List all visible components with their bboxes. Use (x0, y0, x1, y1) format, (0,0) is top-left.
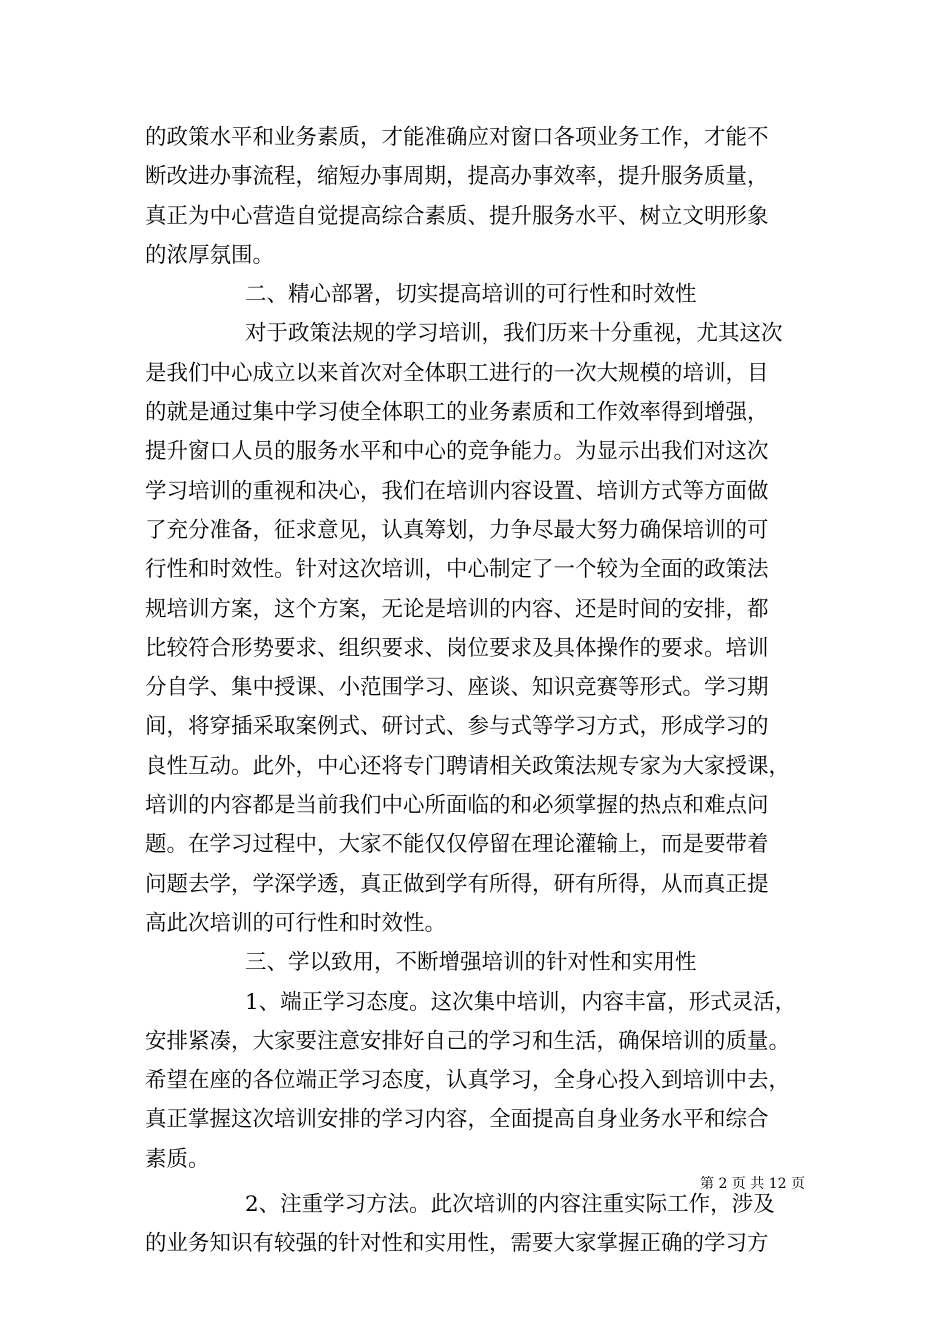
text-line: 培训的内容都是当前我们中心所面临的和必须掌握的热点和难点问 (145, 793, 769, 819)
text-line: 提升窗口人员的服务水平和中心的竞争能力。为显示出我们对这次 (145, 439, 769, 465)
text-line: 安排紧凑，大家要注意安排好自己的学习和生活，确保培训的质量。 (145, 1028, 791, 1054)
text-line: 三、学以致用，不断增强培训的针对性和实用性 (245, 950, 697, 976)
text-line: 真正为中心营造自觉提高综合素质、提升服务水平、树立文明形象 (145, 203, 769, 229)
text-line: 是我们中心成立以来首次对全体职工进行的一次大规模的培训，目 (145, 360, 769, 386)
text-line: 规培训方案，这个方案，无论是培训的内容、还是时间的安排，都 (145, 596, 769, 622)
text-line: 的就是通过集中学习使全体职工的业务素质和工作效率得到增强， (145, 400, 769, 426)
text-line: 素质。 (145, 1146, 210, 1172)
text-line: 了充分准备，征求意见，认真筹划，力争尽最大努力确保培训的可 (145, 517, 769, 543)
text-line: 断改进办事流程，缩短办事周期，提高办事效率，提升服务质量， (145, 164, 769, 190)
text-line: 的政策水平和业务素质，才能准确应对窗口各项业务工作，才能不 (145, 125, 769, 150)
page-number-footer: 第 2 页 共 12 页 (700, 1176, 805, 1192)
text-line: 间，将穿插采取案例式、研讨式、参与式等学习方式，形成学习的 (145, 714, 769, 740)
text-line: 真正掌握这次培训安排的学习内容，全面提高自身业务水平和综合 (145, 1107, 769, 1133)
text-line: 良性互动。此外，中心还将专门聘请相关政策法规专家为大家授课， (145, 753, 791, 779)
text-line: 的浓厚氛围。 (145, 242, 275, 268)
text-line: 对于政策法规的学习培训，我们历来十分重视，尤其这次 (245, 321, 783, 347)
text-line: 学习培训的重视和决心，我们在培训内容设置、培训方式等方面做 (145, 478, 769, 504)
text-line: 1、端正学习态度。这次集中培训，内容丰富，形式灵活， (245, 989, 797, 1015)
text-line: 高此次培训的可行性和时效性。 (145, 910, 447, 936)
text-line: 问题去学，学深学透，真正做到学有所得，研有所得，从而真正提 (145, 871, 769, 897)
text-line: 2、注重学习方法。此次培训的内容注重实际工作，涉及 (245, 1192, 775, 1218)
text-line: 希望在座的各位端正学习态度，认真学习，全身心投入到培训中去， (145, 1068, 791, 1094)
text-line: 分自学、集中授课、小范围学习、座谈、知识竞赛等形式。学习期 (145, 675, 769, 701)
text-line: 题。在学习过程中，大家不能仅仅停留在理论灌输上，而是要带着 (145, 832, 769, 858)
text-line: 的业务知识有较强的针对性和实用性，需要大家掌握正确的学习方 (145, 1231, 769, 1257)
body-text (145, 118, 817, 1264)
text-line: 二、精心部署，切实提高培训的可行性和时效性 (245, 282, 697, 308)
text-line: 行性和时效性。针对这次培训，中心制定了一个较为全面的政策法 (145, 557, 769, 583)
text-line: 比较符合形势要求、组织要求、岗位要求及具体操作的要求。培训 (145, 635, 769, 661)
